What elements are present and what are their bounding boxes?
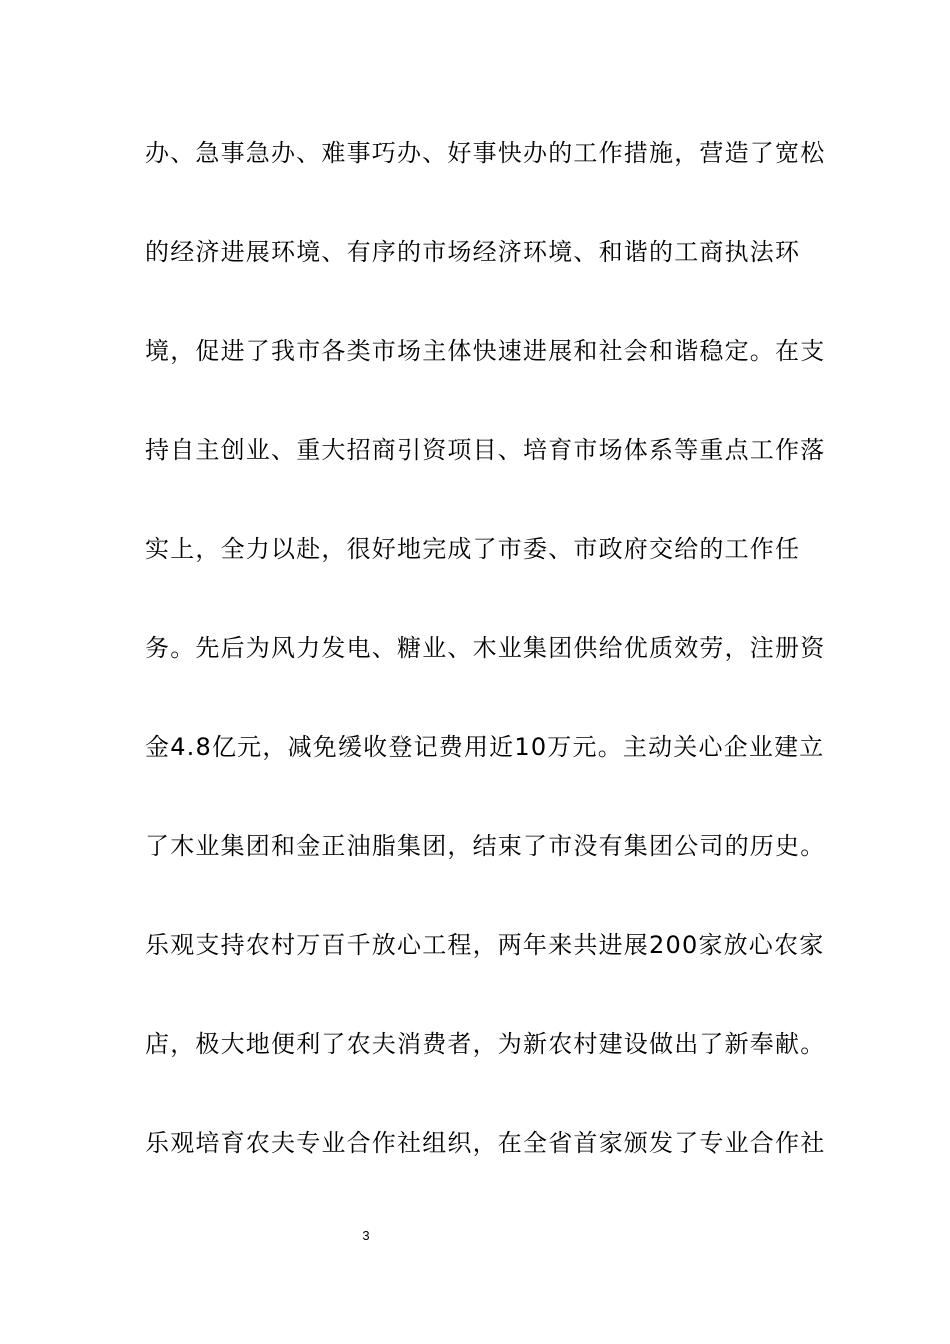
text-line: 境，促进了我市各类市场主体快速进展和社会和谐稳定。在支	[145, 337, 826, 365]
text-line: 店，极大地便利了农夫消费者，为新农村建设做出了新奉献。	[145, 1030, 826, 1058]
text-line: 持自主创业、重大招商引资项目、培育市场体系等重点工作落	[145, 436, 826, 464]
text-line: 实上，全力以赴，很好地完成了市委、市政府交给的工作任	[145, 535, 801, 563]
text-line: 金4.8亿元，减免缓收登记费用近10万元。主动关心企业建立	[145, 733, 825, 761]
body-text	[145, 128, 826, 1217]
text-line: 乐观培育农夫专业合作社组织，在全省首家颁发了专业合作社	[145, 1129, 826, 1157]
page-number: 3	[362, 1228, 370, 1243]
text-line: 了木业集团和金正油脂集团，结束了市没有集团公司的历史。	[145, 832, 826, 860]
text-line: 乐观支持农村万百千放心工程，两年来共进展200家放心农家	[145, 931, 825, 959]
text-line: 办、急事急办、难事巧办、好事快办的工作措施，营造了宽松	[145, 139, 826, 167]
text-line: 务。先后为风力发电、糖业、木业集团供给优质效劳，注册资	[145, 634, 826, 662]
text-line: 的经济进展环境、有序的市场经济环境、和谐的工商执法环	[145, 238, 801, 266]
